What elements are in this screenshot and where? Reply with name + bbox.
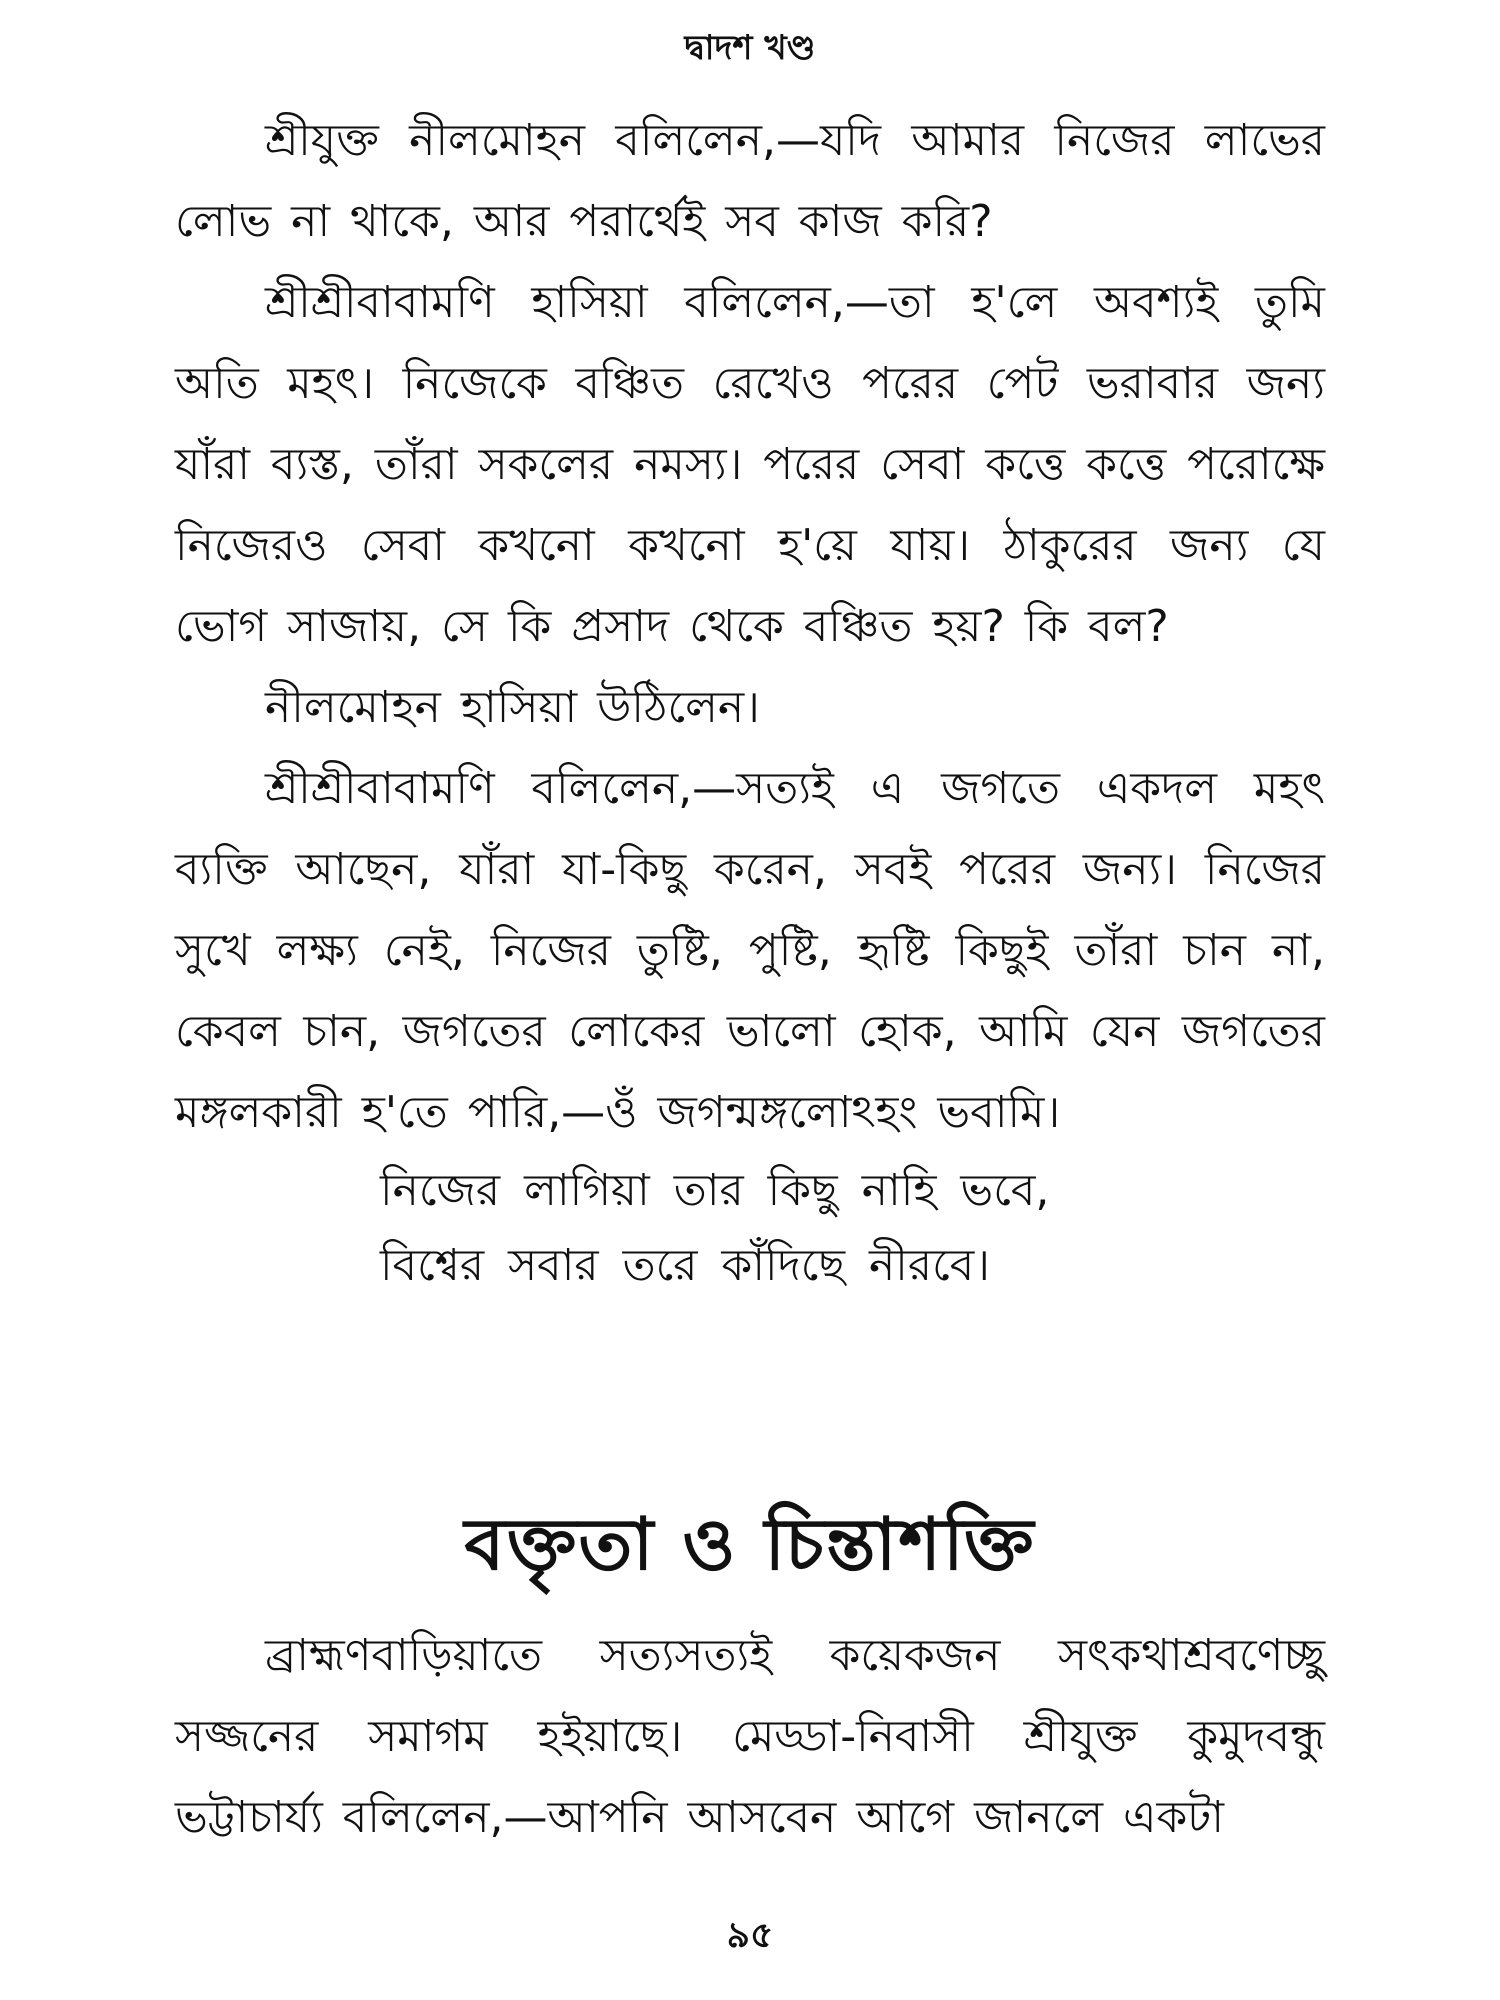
verse-line-1: নিজের লাগিয়া তার কিছু নাহি ভবে, [380,1165,1050,1216]
verse-block [380,1153,1325,1303]
verse-line-2: বিশ্বের সবার তরে কাঁদিছে নীরবে। [380,1240,990,1291]
page-number: ৯৫ [726,1915,774,1956]
section-title: বক্তৃতা ও চিন্তাশক্তি [464,1502,1036,1586]
paragraph-4: শ্রীশ্রীবাবামণি বলিলেন,—সত্যই এ জগতে একদল মহৎ ব্যক্তি আছেন, যাঁরা যা-কিছু করেন, সবই পরের জন্য। নিজের সুখে লক্ষ্য নেই, নিজের তুষ্টি, পুষ্টি, হৃষ্টি কিছুই তাঁরা চান না, কেবল চান, জগতের লোকের ভালো হোক, আমি যেন জগতের মঙ্গলকারী হ'তে পারি,—ওঁ জগন্মঙ্গলোঽহং ভবামি। [175,763,1325,1138]
running-header: দ্বাদশ খণ্ড [684,28,816,68]
paragraph-1: শ্রীযুক্ত নীলমোহন বলিলেন,—যদি আমার নিজের লাভের লোভ না থাকে, আর পরার্থেই সব কাজ করি? [175,115,1325,247]
section-body [175,1615,1325,1858]
paragraph-2: শ্রীশ্রীবাবামণি হাসিয়া বলিলেন,—তা হ'লে অবশ্যই তুমি অতি মহৎ। নিজেকে বঞ্চিত রেখেও পরের পেট ভরাবার জন্য যাঁরা ব্যস্ত, তাঁরা সকলের নমস্য। পরের সেবা কত্তে কত্তে পরোক্ষে নিজেরও সেবা কখনো কখনো হ'য়ে যায়। ঠাকুরের জন্য যে ভোগ সাজায়, সে কি প্রসাদ থেকে বঞ্চিত হয়? কি বল? [175,277,1325,652]
body-text [175,100,1325,1303]
section-paragraph: ব্রাহ্মণবাড়িয়াতে সত্যসত্যই কয়েকজন সৎকথাশ্রবণেচ্ছু সজ্জনের সমাগম হইয়াছে। মেড্ডা-নিবাসী শ্রীযুক্ত কুমুদবন্ধু ভট্টাচার্য্য বলিলেন,—আপনি আসবেন আগে জানলে একটা [175,1630,1325,1843]
paragraph-3: নীলমোহন হাসিয়া উঠিলেন। [265,682,760,733]
